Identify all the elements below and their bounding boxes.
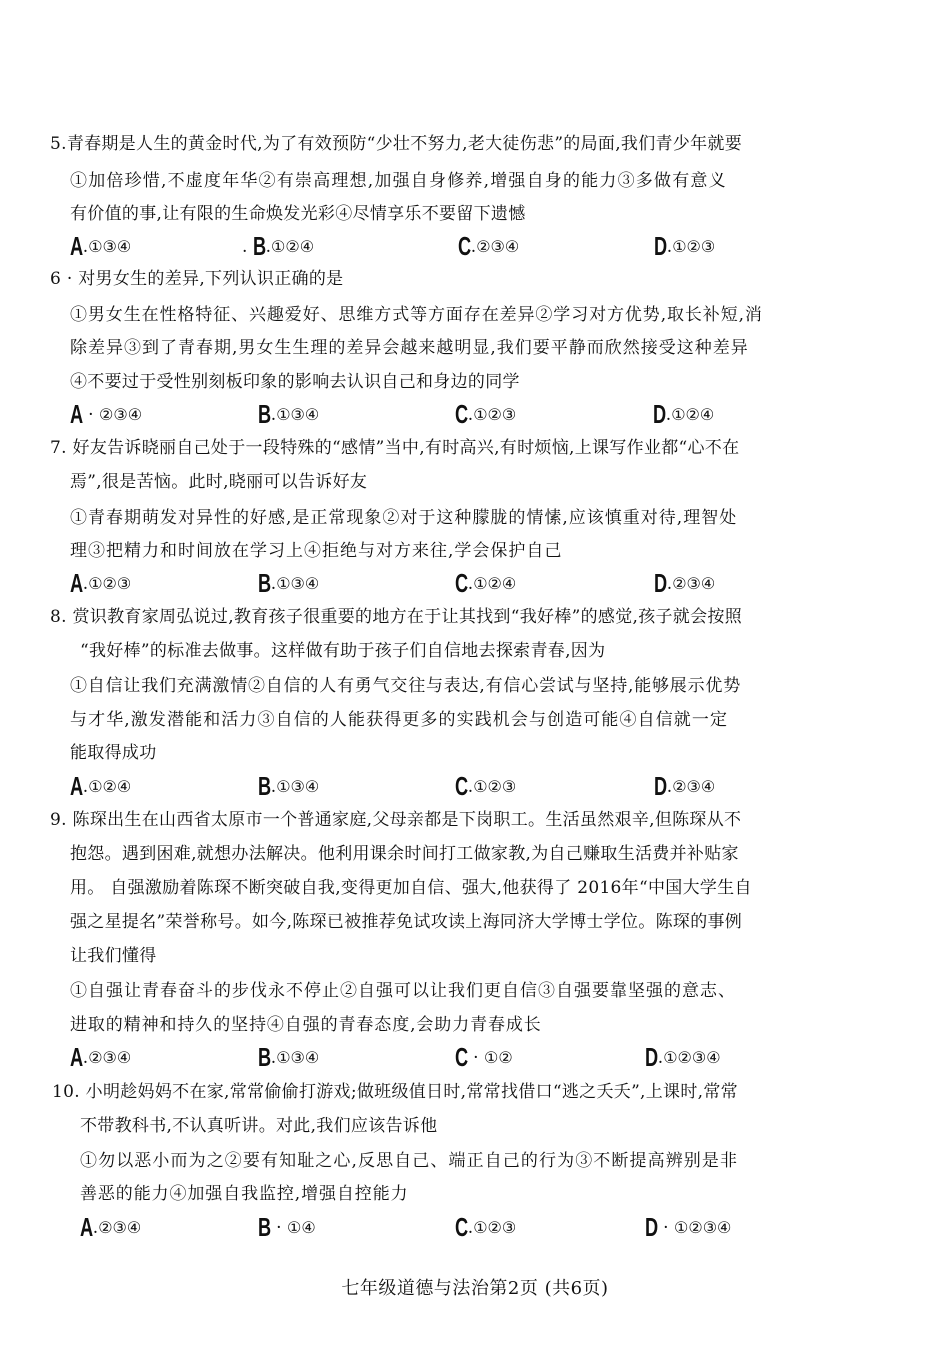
choice-answer: ②③④ [98, 1218, 142, 1237]
choice-separator: · [657, 1218, 674, 1238]
choice-c[interactable] [455, 771, 516, 802]
statement-line: 理③把精力和时间放在学习上④拒绝与对方来往,学会保护自己 [70, 541, 563, 561]
choice-answer: ①②③ [473, 777, 517, 796]
choice-a[interactable] [70, 231, 131, 262]
choice-c[interactable] [455, 568, 516, 599]
choice-answer: ①④ [287, 1218, 316, 1237]
choice-separator: . [82, 237, 89, 257]
statement-line: ①自信让我们充满激情②自信的人有勇气交往与表达,有信心尝试与坚持,能够展示优势 [70, 676, 742, 696]
answer-choices [70, 399, 870, 433]
choice-answer: ②③④ [672, 574, 716, 593]
choice-answer: ①②④ [88, 777, 132, 796]
choice-letter: C [455, 1212, 469, 1242]
choice-answer: ①②③ [672, 237, 716, 256]
question-stem: “我好棒”的标准去做事。这样做有助于孩子们自信地去探索青春,因为 [80, 641, 606, 661]
statement-line: 与才华,激发潜能和活力③自信的人能获得更多的实践机会与创造可能④自信就一定 [70, 710, 729, 730]
choice-d[interactable] [653, 399, 714, 430]
choice-answer: ①②④ [271, 237, 315, 256]
question-stem: 9. 陈琛出生在山西省太原市一个普通家庭,父母亲都是下岗职工。生活虽然艰辛,但陈琛从不 [50, 810, 742, 830]
choice-separator: . [467, 405, 474, 425]
choice-answer: ①②③④ [663, 1048, 721, 1067]
choice-letter: A [70, 771, 84, 801]
choice-separator: . [666, 237, 673, 257]
choice-c[interactable] [455, 399, 516, 430]
choice-b[interactable] [258, 1212, 316, 1243]
choice-a[interactable] [70, 1042, 131, 1073]
choice-separator: · [467, 1048, 484, 1068]
choice-letter: C [455, 568, 469, 598]
choice-separator: . [92, 1218, 99, 1238]
choice-letter: C [455, 1042, 469, 1072]
choice-separator: . [467, 574, 474, 594]
choice-b[interactable]: . B.①②④ [242, 231, 315, 261]
choice-d[interactable] [654, 771, 715, 802]
choice-a[interactable] [70, 771, 131, 802]
choice-separator: . [657, 1048, 664, 1068]
choice-a[interactable] [80, 1212, 141, 1243]
statement-line: 有价值的事,让有限的生命焕发光彩④尽情享乐不要留下遗憾 [70, 204, 526, 224]
statement-line: ④不要过于受性别刻板印象的影响去认识自己和身边的同学 [70, 372, 520, 392]
choice-answer: ①②④ [671, 405, 715, 424]
choice-separator: . [82, 777, 89, 797]
choice-separator: . [467, 1218, 474, 1238]
choice-letter: C [455, 399, 469, 429]
choice-c[interactable] [455, 1042, 513, 1073]
choice-separator: . [82, 1048, 89, 1068]
choice-letter: B [252, 231, 266, 261]
choice-b[interactable] [258, 399, 319, 430]
choice-separator: . [467, 777, 474, 797]
answer-choices [80, 1212, 880, 1246]
question-stem: 6 · 对男女生的差异,下列认识正确的是 [50, 269, 344, 289]
answer-choices [70, 231, 870, 265]
statement-line: ①男女生在性格特征、兴趣爱好、思维方式等方面存在差异②学习对方优势,取长补短,消 [70, 305, 763, 325]
choice-b[interactable] [258, 568, 319, 599]
choice-answer: ②③④ [476, 237, 520, 256]
choice-d[interactable] [645, 1042, 721, 1073]
statement-line: 善恶的能力④加强自我监控,增强自控能力 [80, 1184, 409, 1204]
choice-letter: A [70, 399, 84, 429]
question-stem: 5.青春期是人生的黄金时代,为了有效预防“少壮不努力,老大徒伤悲”的局面,我们青少年就要 [50, 134, 743, 154]
choice-letter: C [458, 231, 472, 261]
question-stem: 不带教科书,不认真听讲。对此,我们应该告诉他 [80, 1116, 438, 1136]
choice-separator: . [265, 237, 271, 257]
choice-letter: A [70, 568, 84, 598]
choice-letter: A [70, 1042, 84, 1072]
choice-answer: ②③④ [99, 405, 143, 424]
choice-separator: . [270, 1048, 277, 1068]
statement-line: 能取得成功 [70, 743, 157, 763]
choice-letter: B [258, 568, 272, 598]
choice-letter: A [70, 231, 84, 261]
statement-line: ①自强让青春奋斗的步伐永不停止②自强可以让我们更自信③自强要靠坚强的意志、 [70, 981, 736, 1001]
choice-letter: D [645, 1042, 659, 1072]
choice-letter: D [654, 568, 668, 598]
page-footer: 七年级道德与法治第2页 (共6页) [341, 1278, 609, 1299]
statement-line: 除差异③到了青春期,男女生生理的差异会越来越明显,我们要平静而欣然接受这种差异 [70, 338, 749, 358]
choice-a[interactable] [70, 568, 131, 599]
choice-answer: ①② [484, 1048, 513, 1067]
question-stem: 强之星提名”荣誉称号。如今,陈琛已被推荐免试攻读上海同济大学博士学位。陈琛的事例 [70, 912, 743, 932]
choice-separator: . [470, 237, 477, 257]
question-stem: 8. 赏识教育家周弘说过,教育孩子很重要的地方在于让其找到“我好棒”的感觉,孩子就会按照 [50, 607, 743, 627]
statement-line: ①勿以恶小而为之②要有知耻之心,反思自己、端正自己的行为③不断提高辨别是非 [80, 1151, 739, 1171]
choice-d[interactable] [654, 231, 715, 262]
choice-letter: D [654, 231, 668, 261]
choice-answer: ①③④ [88, 237, 132, 256]
statement-line: ①青春期萌发对异性的好感,是正常现象②对于这种朦胧的情愫,应该慎重对待,理智处 [70, 508, 738, 528]
choice-letter: D [645, 1212, 659, 1242]
choice-b[interactable] [258, 1042, 319, 1073]
choice-answer: ①②③ [473, 405, 517, 424]
choice-answer: ①③④ [276, 1048, 320, 1067]
choice-c[interactable] [455, 1212, 516, 1243]
choice-answer: ①②③④ [674, 1218, 732, 1237]
statement-line: 进取的精神和持久的坚持④自强的青春态度,会助力青春成长 [70, 1015, 542, 1035]
choice-letter: D [654, 771, 668, 801]
choice-separator: . [665, 405, 672, 425]
choice-letter: B [258, 771, 272, 801]
choice-d[interactable] [654, 568, 715, 599]
question-stem: 让我们懂得 [70, 946, 157, 966]
choice-letter: B [258, 1042, 272, 1072]
choice-c[interactable] [458, 231, 519, 262]
choice-separator: . [270, 777, 277, 797]
choice-answer: ①②④ [473, 574, 517, 593]
choice-answer: ①②③ [473, 1218, 517, 1237]
choice-separator: . [82, 574, 89, 594]
choice-separator: · [270, 1218, 287, 1238]
question-stem: 10. 小明趁妈妈不在家,常常偷偷打游戏;做班级值日时,常常找借口“逃之夭夭”,上课时,常常 [52, 1082, 738, 1102]
answer-choices [70, 1042, 870, 1076]
choice-separator: . [666, 574, 673, 594]
choice-answer: ①③④ [276, 405, 320, 424]
answer-choices [70, 771, 870, 805]
choice-letter: B [258, 399, 272, 429]
choice-answer: ①②③ [88, 574, 132, 593]
choice-answer: ②③④ [672, 777, 716, 796]
choice-answer: ①③④ [276, 574, 320, 593]
choice-d[interactable] [645, 1212, 731, 1243]
statement-line: ①加倍珍惜,不虚度年华②有崇高理想,加强自身修养,增强自身的能力③多做有意义 [70, 171, 727, 191]
question-stem: 用。 自强激励着陈琛不断突破自我,变得更加自信、强大,他获得了 2016年“中国大学生自 [70, 878, 752, 898]
question-stem: 抱怨。遇到困难,就想办法解决。他利用课余时间打工做家教,为自己赚取生活费并补贴家 [70, 844, 739, 864]
choice-b[interactable] [258, 771, 319, 802]
choice-separator: · [82, 405, 99, 425]
choice-separator: . [270, 574, 277, 594]
choice-answer: ②③④ [88, 1048, 132, 1067]
choice-separator: . [270, 405, 277, 425]
choice-letter: D [653, 399, 667, 429]
choice-answer: ①③④ [276, 777, 320, 796]
question-stem: 焉”,很是苦恼。此时,晓丽可以告诉好友 [70, 472, 368, 492]
answer-choices [70, 568, 870, 602]
question-stem: 7. 好友告诉晓丽自己处于一段特殊的“感情”当中,有时高兴,有时烦恼,上课写作业都“心不在 [50, 438, 740, 458]
choice-a[interactable] [70, 399, 142, 430]
choice-separator: . [666, 777, 673, 797]
choice-letter: A [80, 1212, 94, 1242]
choice-letter: B [258, 1212, 272, 1242]
choice-letter: C [455, 771, 469, 801]
